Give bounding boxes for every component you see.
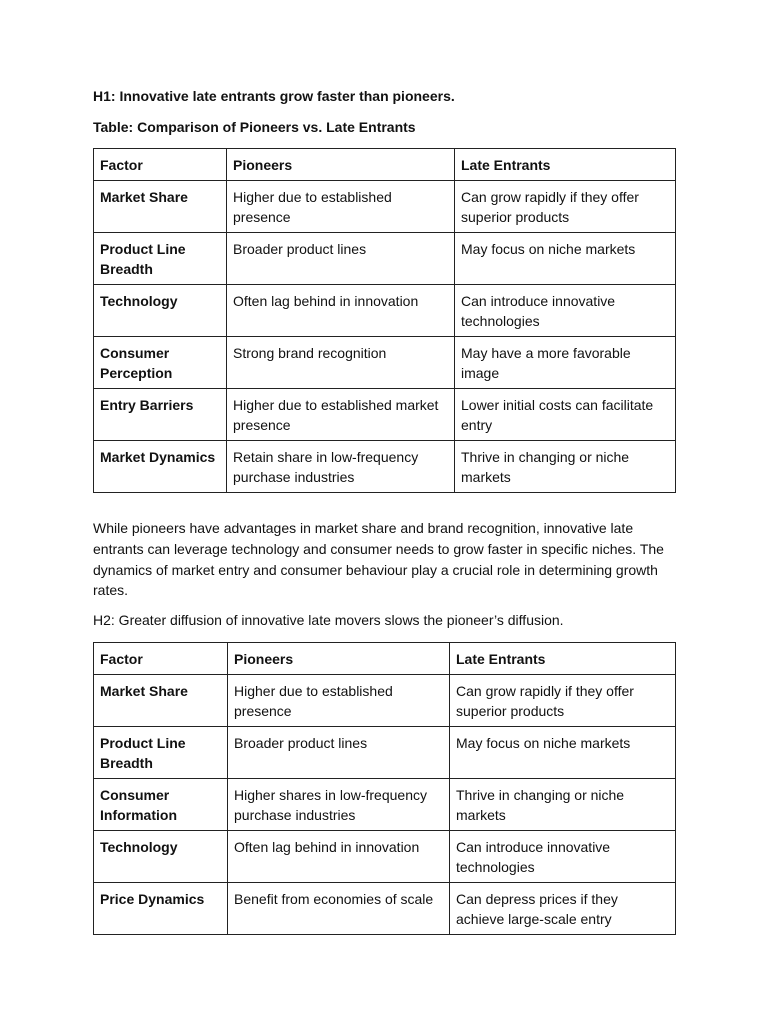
table-cell-late-entrants: May have a more favorable image <box>455 336 676 388</box>
table-cell-factor: Market Dynamics <box>94 440 227 492</box>
table-row <box>94 232 676 284</box>
table-cell-late-entrants: May focus on niche markets <box>455 232 676 284</box>
table-1-header-pioneers: Pioneers <box>227 149 455 181</box>
table-cell-pioneers: Often lag behind in innovation <box>227 284 455 336</box>
table-2-header-late-entrants: Late Entrants <box>450 643 676 675</box>
table-cell-late-entrants: Thrive in changing or niche markets <box>455 440 676 492</box>
table-cell-factor: Technology <box>94 830 228 882</box>
summary-paragraph: While pioneers have advantages in market share and brand recognition, innovative late entrants can leverage technology and consumer needs to grow faster in specific niches. The dynamics of market entry and consumer behaviour play a crucial role in determining growth rates. <box>93 520 664 599</box>
table-cell-pioneers: Broader product lines <box>228 726 450 778</box>
table-cell-late-entrants: Can grow rapidly if they offer superior products <box>455 180 676 232</box>
table-cell-factor: Entry Barriers <box>94 388 227 440</box>
table-cell-pioneers: Often lag behind in innovation <box>228 830 450 882</box>
table-cell-pioneers: Strong brand recognition <box>227 336 455 388</box>
table-cell-pioneers: Benefit from economies of scale <box>228 882 450 934</box>
table-1-caption: Table: Comparison of Pioneers vs. Late Entrants <box>93 119 416 135</box>
table-cell-factor: Market Share <box>94 674 228 726</box>
table-row <box>94 336 676 388</box>
table-row <box>94 388 676 440</box>
hypothesis-2-heading: H2: Greater diffusion of innovative late movers slows the pioneer’s diffusion. <box>93 612 564 628</box>
table-cell-late-entrants: May focus on niche markets <box>450 726 676 778</box>
table-cell-factor: Consumer Information <box>94 778 228 830</box>
hypothesis-1-heading: H1: Innovative late entrants grow faster than pioneers. <box>93 88 455 104</box>
table-2-header-pioneers: Pioneers <box>228 643 450 675</box>
table-row <box>94 726 676 778</box>
table-cell-late-entrants: Can introduce innovative technologies <box>450 830 676 882</box>
comparison-table-2 <box>93 642 676 935</box>
table-2-header-factor: Factor <box>94 643 228 675</box>
table-row <box>94 830 676 882</box>
table-cell-factor: Consumer Perception <box>94 336 227 388</box>
table-row <box>94 440 676 492</box>
table-cell-pioneers: Retain share in low-frequency purchase industries <box>227 440 455 492</box>
table-1-header-late-entrants: Late Entrants <box>455 149 676 181</box>
table-cell-factor: Product Line Breadth <box>94 232 227 284</box>
table-cell-late-entrants: Thrive in changing or niche markets <box>450 778 676 830</box>
table-row <box>94 180 676 232</box>
table-cell-late-entrants: Lower initial costs can facilitate entry <box>455 388 676 440</box>
table-cell-factor: Product Line Breadth <box>94 726 228 778</box>
table-1-header-row <box>94 149 676 181</box>
table-cell-pioneers: Higher due to established market presence <box>227 388 455 440</box>
table-row <box>94 778 676 830</box>
table-cell-factor: Technology <box>94 284 227 336</box>
table-row <box>94 284 676 336</box>
comparison-table-1 <box>93 148 676 493</box>
table-cell-pioneers: Higher due to established presence <box>228 674 450 726</box>
table-cell-factor: Market Share <box>94 180 227 232</box>
table-cell-late-entrants: Can depress prices if they achieve large-scale entry <box>450 882 676 934</box>
table-1-header-factor: Factor <box>94 149 227 181</box>
table-row <box>94 882 676 934</box>
table-2-header-row <box>94 643 676 675</box>
table-cell-pioneers: Higher shares in low-frequency purchase industries <box>228 778 450 830</box>
table-cell-pioneers: Higher due to established presence <box>227 180 455 232</box>
table-cell-late-entrants: Can introduce innovative technologies <box>455 284 676 336</box>
table-row <box>94 674 676 726</box>
table-cell-late-entrants: Can grow rapidly if they offer superior products <box>450 674 676 726</box>
table-cell-factor: Price Dynamics <box>94 882 228 934</box>
table-cell-pioneers: Broader product lines <box>227 232 455 284</box>
